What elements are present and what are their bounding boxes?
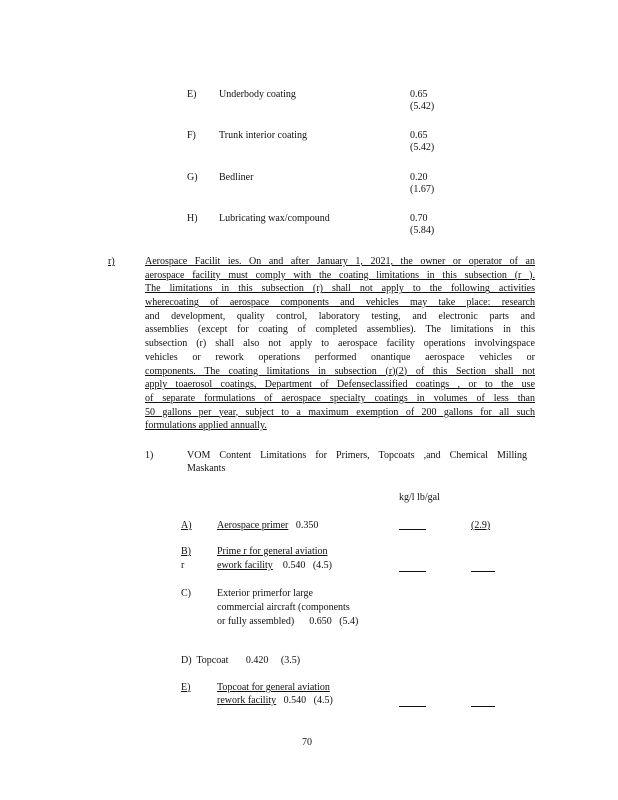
paragraph-line: and development, quality control, laboratory testing, and electronic parts and bbox=[145, 310, 535, 322]
item-value-kg: 0.20 bbox=[410, 172, 428, 183]
vom-b-line2-wrap bbox=[217, 560, 332, 572]
kg-blank bbox=[399, 696, 426, 707]
units-header: kg/l lb/gal bbox=[399, 492, 440, 503]
vom-b-letter-r: r bbox=[181, 560, 185, 571]
vom-b-line1: Prime r for general aviation bbox=[217, 546, 328, 557]
vom-e-letter: E) bbox=[181, 682, 191, 693]
vom-c-letter: C) bbox=[181, 588, 191, 599]
item-label: Lubricating wax/compound bbox=[219, 213, 330, 224]
subsection-1-title-line2: Maskants bbox=[187, 463, 226, 474]
vom-c-lb: (5.4) bbox=[339, 616, 359, 627]
paragraph-line: formulations applied annually. bbox=[145, 420, 267, 432]
paragraph-line: The limitations in this subsection (r) shall not apply to the following activities bbox=[145, 283, 535, 295]
section-r-paragraph bbox=[145, 255, 535, 433]
vom-b-kg: 0.540 bbox=[282, 560, 306, 571]
vom-a-label: Aerospace primer bbox=[217, 520, 289, 531]
vom-e-line1: Topcoat for general aviation bbox=[217, 682, 330, 693]
subsection-1-number: 1) bbox=[145, 450, 154, 461]
vom-a-value: 0.350 bbox=[295, 520, 319, 531]
vom-e-line2-wrap bbox=[217, 695, 333, 707]
paragraph-line: of separate formulations of aerospace specialty coatings in volumes of less than bbox=[145, 392, 535, 404]
vom-c-line3: or fully assembled) bbox=[217, 616, 295, 627]
item-value-kg: 0.70 bbox=[410, 213, 428, 224]
vom-d-text: D) Topcoat 0.420 (3.5) bbox=[181, 655, 301, 666]
item-label: Bedliner bbox=[219, 172, 254, 183]
section-r-label: r) bbox=[108, 256, 115, 267]
vom-a-lbgal: (2.9) bbox=[471, 520, 491, 531]
kg-blank bbox=[399, 519, 426, 530]
lbgal-blank bbox=[471, 561, 495, 572]
vom-c-line2: commercial aircraft (components bbox=[217, 602, 350, 613]
vom-b-line2: ework facility bbox=[217, 560, 273, 571]
vom-e-line2: rework facility bbox=[217, 695, 277, 706]
vom-a-text bbox=[217, 520, 318, 532]
item-value-kg: 0.65 bbox=[410, 89, 428, 100]
vom-b-lb: (4.5) bbox=[312, 560, 332, 571]
vom-a-letter: A) bbox=[181, 520, 192, 531]
vom-c-line1: Exterior primerfor large bbox=[217, 588, 313, 599]
paragraph-line: components. The coating limitations in subsection (r)(2) of this Section shall not bbox=[145, 365, 535, 377]
item-value-lb: (5.42) bbox=[410, 142, 435, 153]
item-letter: G) bbox=[187, 172, 198, 183]
paragraph-line: assemblies (except for coating of completed assemblies). The limitations in this bbox=[145, 324, 535, 336]
paragraph-line: apply toaerosol coatings, Department of Defenseclassified coatings , or to the use bbox=[145, 379, 535, 391]
kg-blank bbox=[399, 561, 426, 572]
paragraph-line: vehicles or rework operations performed onantique aerospace vehicles or bbox=[145, 351, 535, 363]
item-value-lb: (5.84) bbox=[410, 225, 435, 236]
item-value-lb: (5.42) bbox=[410, 101, 435, 112]
item-label: Trunk interior coating bbox=[219, 130, 307, 141]
vom-e-lb: (4.5) bbox=[313, 695, 333, 706]
item-letter: H) bbox=[187, 213, 198, 224]
vom-c-kg: 0.650 bbox=[309, 616, 332, 627]
vom-b-letter: B) bbox=[181, 546, 191, 557]
subsection-1-title-line1: VOM Content Limitations for Primers, Topcoats ,and Chemical Milling bbox=[187, 450, 527, 461]
lbgal-blank bbox=[471, 696, 495, 707]
item-label: Underbody coating bbox=[219, 89, 296, 100]
item-value-lb: (1.67) bbox=[410, 184, 435, 195]
vom-c-line3-wrap bbox=[217, 616, 358, 628]
item-value-kg: 0.65 bbox=[410, 130, 428, 141]
paragraph-line: subsection (r) shall also not apply to aerospace facility operations involvingspace bbox=[145, 338, 535, 350]
paragraph-line: 50 gallons per year, subject to a maximum exemption of 200 gallons for all such bbox=[145, 406, 535, 418]
item-letter: F) bbox=[187, 130, 196, 141]
item-letter: E) bbox=[187, 89, 197, 100]
paragraph-line: Aerospace Facilit ies. On and after January 1, 2021, the owner or operator of an bbox=[145, 256, 535, 267]
paragraph-line: wherecoating of aerospace components and vehicles may take place: research bbox=[145, 297, 535, 309]
paragraph-line: aerospace facility must comply with the coating limitations in this subsection (r ). bbox=[145, 269, 535, 281]
page-number: 70 bbox=[302, 737, 312, 748]
vom-e-kg: 0.540 bbox=[283, 695, 307, 706]
